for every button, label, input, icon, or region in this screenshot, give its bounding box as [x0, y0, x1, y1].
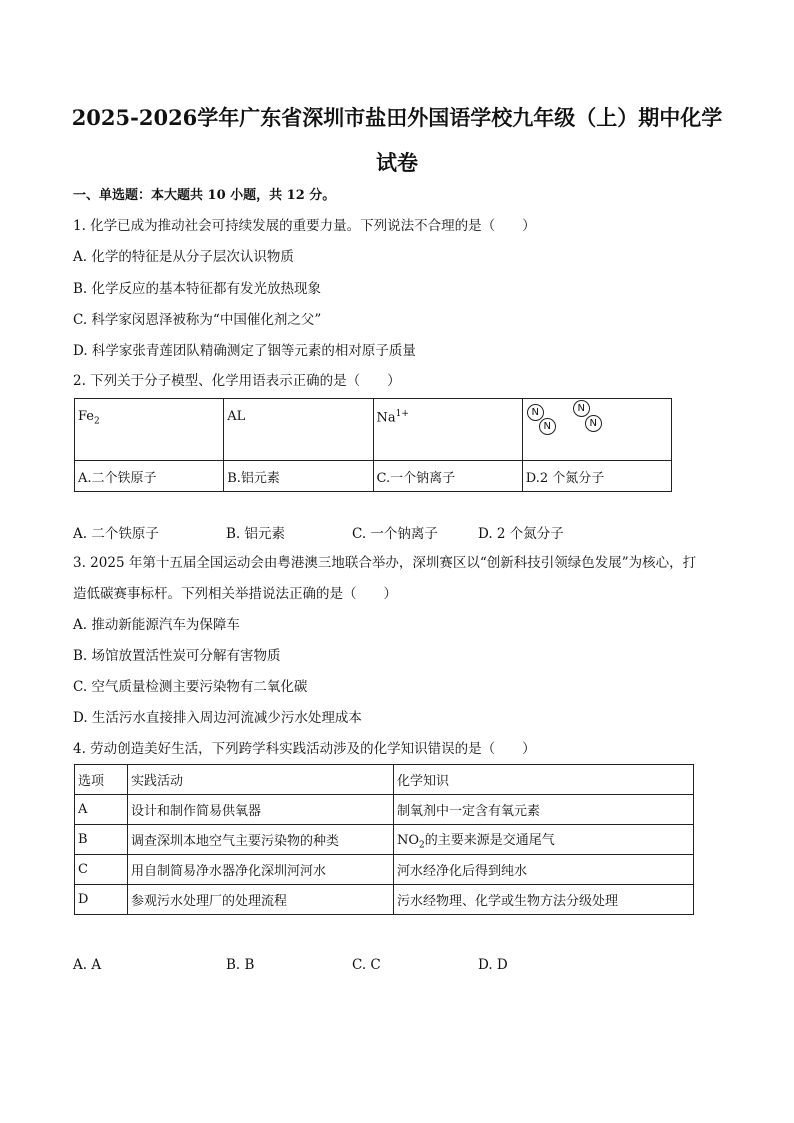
q4-row-d-activity: 参观污水处理厂的处理流程	[128, 885, 394, 915]
q2-option-b: B. 铝元素	[226, 526, 286, 542]
q4-row-b-activity: 调查深圳本地空气主要污染物的种类	[128, 825, 394, 855]
exam-title-line1: 2025-2026学年广东省深圳市盐田外国语学校九年级（上）期中化学	[71, 105, 723, 130]
q4-table	[74, 764, 694, 915]
q1-option-a: A. 化学的特征是从分子层次认识物质	[73, 249, 294, 265]
q4-stem: 4. 劳动创造美好生活，下列跨学科实践活动涉及的化学知识错误的是（ ）	[73, 741, 536, 757]
q3-stem-line1: 3. 2025 年第十五届全国运动会由粤港澳三地联合举办，深圳赛区以“创新科技引领绿色发展”为核心，打	[73, 555, 697, 571]
q1-option-d: D. 科学家张青莲团队精确测定了铟等元素的相对原子质量	[73, 343, 416, 359]
q4-row-c-knowledge: 河水经净化后得到纯水	[394, 855, 694, 885]
q3-option-c: C. 空气质量检测主要污染物有二氧化碳	[73, 679, 308, 695]
table-row	[75, 825, 694, 855]
q3-stem-line2: 造低碳赛事标杆。下列相关举措说法正确的是（ ）	[73, 586, 397, 602]
table-header-row	[75, 765, 694, 795]
q4-row-d-knowledge: 污水经物理、化学或生物方法分级处理	[394, 885, 694, 915]
q4-option-c: C. C	[352, 957, 381, 973]
table-row	[75, 461, 672, 492]
q4-row-a-activity: 设计和制作简易供氧器	[128, 795, 394, 825]
q2-cell-al: AL	[224, 399, 373, 461]
nitrogen-atom-icon: N	[573, 400, 590, 417]
q2-label-a: A.二个铁原子	[75, 461, 224, 492]
q4-row-d-option: D	[75, 885, 128, 915]
q4-row-b-option: B	[75, 825, 128, 855]
q2-option-a: A. 二个铁原子	[73, 526, 159, 542]
exam-title-line2: 试卷	[376, 150, 418, 175]
q1-stem: 1. 化学已成为推动社会可持续发展的重要力量。下列说法不合理的是（ ）	[73, 218, 536, 234]
q2-stem: 2. 下列关于分子模型、化学用语表示正确的是（ ）	[73, 373, 401, 389]
q3-option-b: B. 场馆放置活性炭可分解有害物质	[73, 648, 281, 664]
q3-option-d: D. 生活污水直接排入周边河流减少污水处理成本	[73, 710, 362, 726]
q2-table	[74, 398, 672, 492]
nitrogen-atom-icon: N	[539, 418, 556, 435]
q4-header-knowledge: 化学知识	[394, 765, 694, 795]
q4-row-a-knowledge: 制氧剂中一定含有氧元素	[394, 795, 694, 825]
section-heading: 一、单选题：本大题共 10 小题，共 12 分。	[73, 188, 336, 203]
q4-header-option: 选项	[75, 765, 128, 795]
q4-row-b-knowledge: $NO_2$的主要来源是交通尾气	[394, 825, 694, 855]
q2-label-d: D.2 个氮分子	[522, 461, 671, 492]
nitrogen-atom-icon: N	[585, 415, 602, 432]
q2-cell-molecule-model	[522, 399, 671, 461]
q3-option-a: A. 推动新能源汽车为保障车	[73, 617, 240, 633]
q4-header-activity: 实践活动	[128, 765, 394, 795]
table-row	[75, 399, 672, 461]
nitrogen-molecule-model	[523, 399, 671, 443]
q4-row-c-option: C	[75, 855, 128, 885]
q4-row-a-option: A	[75, 795, 128, 825]
q2-label-b: B.铝元素	[224, 461, 373, 492]
table-row	[75, 795, 694, 825]
q2-cell-fe2: $Fe_2$	[75, 399, 224, 461]
table-row	[75, 885, 694, 915]
q4-option-a: A. A	[73, 957, 102, 973]
q4-row-c-activity: 用自制简易净水器净化深圳河河水	[128, 855, 394, 885]
q2-label-c: C.一个钠离子	[373, 461, 522, 492]
q2-cell-na-ion: $Na^{1+}$	[373, 399, 522, 461]
q4-option-b: B. B	[226, 957, 255, 973]
table-row	[75, 855, 694, 885]
q2-option-c: C. 一个钠离子	[352, 526, 438, 542]
nitrogen-atom-icon: N	[527, 404, 544, 421]
q1-option-c: C. 科学家闵恩泽被称为“中国催化剂之父”	[73, 312, 322, 328]
q2-option-d: D. 2 个氮分子	[478, 526, 564, 542]
q1-option-b: B. 化学反应的基本特征都有发光放热现象	[73, 281, 322, 297]
q4-option-d: D. D	[478, 957, 508, 973]
